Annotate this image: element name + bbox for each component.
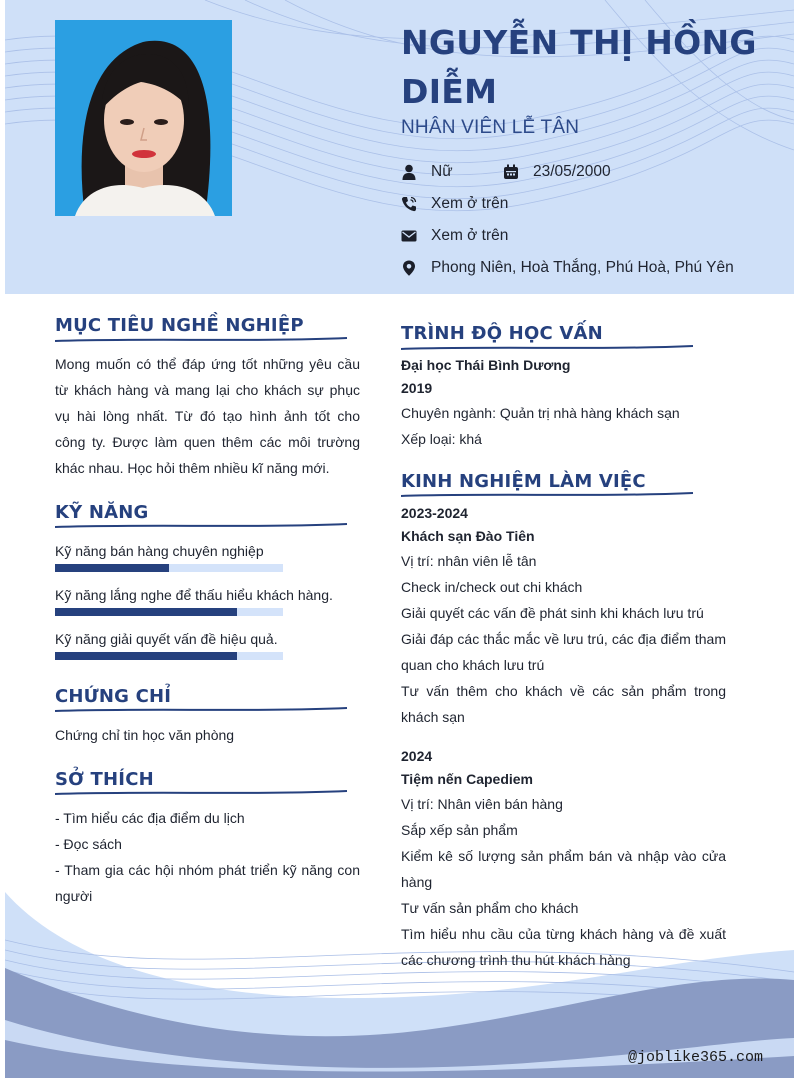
skill-label: Kỹ năng bán hàng chuyên nghiệp: [55, 543, 264, 559]
candidate-name: NGUYỄN THỊ HỒNG DIỄM: [401, 23, 757, 111]
job-detail: Sắp xếp sản phẩm: [401, 822, 518, 838]
section-underline: [401, 344, 696, 352]
job-period: 2024: [401, 748, 433, 764]
address-value: Phong Niên, Hoà Thắng, Phú Hoà, Phú Yên: [431, 259, 734, 276]
section-underline: [55, 789, 350, 797]
company-name: Khách sạn Đào Tiên: [401, 528, 535, 544]
job-period: 2023-2024: [401, 505, 468, 521]
experience-title: KINH NGHIỆM LÀM VIỆC: [401, 471, 646, 492]
mail-icon: [401, 228, 417, 244]
education-title: TRÌNH ĐỘ HỌC VẤN: [401, 323, 603, 344]
objective-title: MỤC TIÊU NGHỀ NGHIỆP: [55, 315, 304, 336]
job-detail: Tìm hiểu nhu cầu của từng khách hàng và đề xuất các chương trình thu hút khách hàng: [401, 926, 726, 968]
skill-bar-fill: [55, 564, 169, 572]
gender-value: Nữ: [431, 163, 453, 180]
location-pin-icon: [401, 260, 417, 276]
grade: Xếp loại: khá: [401, 431, 482, 447]
section-underline: [55, 706, 350, 714]
skills-title: KỸ NĂNG: [55, 502, 149, 523]
objective-text: Mong muốn có thể đáp ứng tốt những yêu cầu từ khách hàng và mang lại cho khách sự phục vụ hài lòng nhất. Từ đó tạo hình ảnh tốt cho công ty. Được làm quen thêm các môi trường khác nhau. Học hỏi thêm nhiều kĩ năng mới.: [55, 356, 360, 476]
graduation-year: 2019: [401, 380, 433, 396]
job-detail: Vị trí: nhân viên lễ tân: [401, 553, 537, 569]
user-icon: [401, 164, 417, 180]
address-row: [401, 259, 734, 277]
hobby-item: - Đọc sách: [55, 836, 122, 852]
job-detail: Tư vấn sản phẩm cho khách: [401, 900, 579, 916]
cv-page: [5, 0, 794, 1078]
skill-bar: [55, 608, 283, 616]
school-name: Đại học Thái Bình Dương: [401, 357, 571, 373]
job-title: NHÂN VIÊN LỄ TÂN: [401, 117, 580, 138]
section-underline: [55, 522, 350, 530]
birthday-value: 23/05/2000: [533, 163, 611, 180]
job-detail: Kiểm kê số lượng sản phẩm bán và nhập vào cửa hàng: [401, 848, 726, 890]
header-band: [5, 0, 794, 294]
phone-row: [401, 195, 508, 213]
profile-photo: [55, 20, 232, 216]
major: Chuyên ngành: Quản trị nhà hàng khách sạn: [401, 405, 680, 421]
hobbies-title: SỞ THÍCH: [55, 769, 154, 790]
certificate-item: Chứng chỉ tin học văn phòng: [55, 727, 235, 743]
phone-value: Xem ở trên: [431, 195, 509, 212]
phone-icon: [401, 196, 417, 212]
portrait-illustration: [55, 20, 232, 216]
email-row: [401, 227, 508, 245]
section-underline: [55, 336, 350, 344]
skill-bar: [55, 652, 283, 660]
gender-row: [401, 163, 611, 181]
skill-bar-fill: [55, 608, 237, 616]
skill-label: Kỹ năng lắng nghe để thấu hiểu khách hàng.: [55, 587, 333, 603]
section-underline: [401, 491, 696, 499]
job-detail: Vị trí: Nhân viên bán hàng: [401, 796, 563, 812]
certificates-title: CHỨNG CHỈ: [55, 686, 172, 707]
footer-brand: @joblike365.com: [628, 1049, 764, 1066]
hobby-item: - Tìm hiểu các địa điểm du lịch: [55, 810, 245, 826]
job-detail: Tư vấn thêm cho khách về các sản phẩm trong khách sạn: [401, 683, 726, 725]
calendar-icon: [503, 164, 519, 180]
email-value: Xem ở trên: [431, 227, 509, 244]
hobby-item: - Tham gia các hội nhóm phát triển kỹ năng con người: [55, 862, 360, 904]
skill-label: Kỹ năng giải quyết vấn đề hiệu quả.: [55, 631, 278, 647]
company-name: Tiệm nến Capediem: [401, 771, 534, 787]
job-detail: Giải quyết các vấn đề phát sinh khi khách lưu trú: [401, 605, 704, 621]
job-detail: Check in/check out chi khách: [401, 579, 583, 595]
skill-bar: [55, 564, 283, 572]
skill-bar-fill: [55, 652, 237, 660]
job-detail: Giải đáp các thắc mắc về lưu trú, các địa điểm tham quan cho khách lưu trú: [401, 631, 726, 673]
